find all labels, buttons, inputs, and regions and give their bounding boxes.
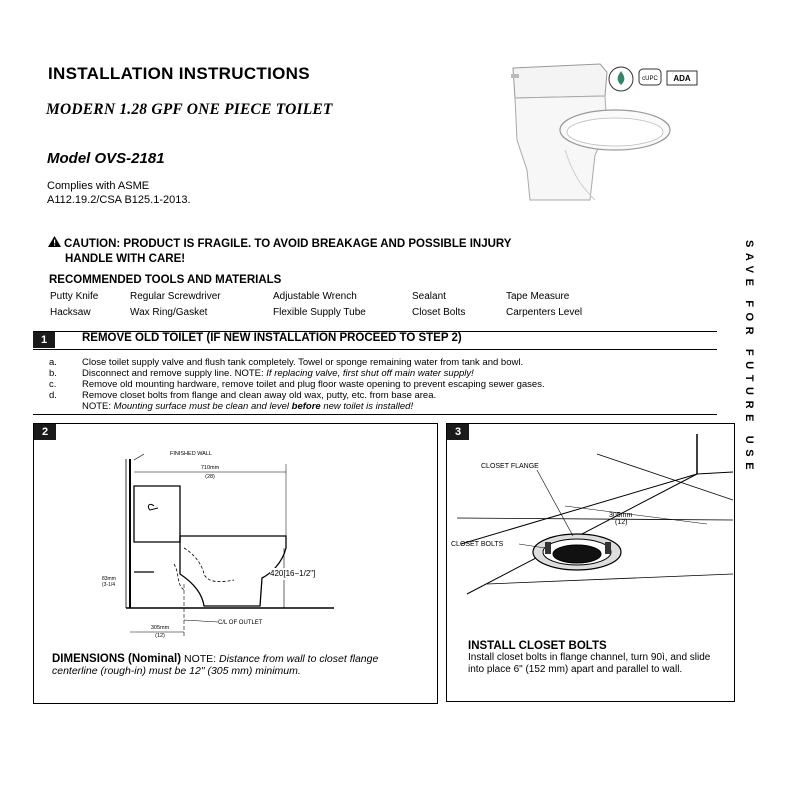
step-number-badge: 3	[447, 424, 469, 440]
tool-item: Sealant	[412, 291, 446, 302]
dimensions-diagram	[34, 424, 434, 654]
svg-text:(12): (12)	[155, 633, 165, 639]
tool-item: Carpenters Level	[506, 307, 583, 318]
svg-text:(28): (28)	[205, 474, 215, 480]
tool-item: Tape Measure	[506, 291, 570, 302]
tool-item: Flexible Supply Tube	[273, 307, 366, 318]
compliance-line-2: A112.19.2/CSA B125.1-2013.	[47, 194, 191, 206]
svg-text:cUPC: cUPC	[642, 76, 658, 82]
step1-item-text: Close toilet supply valve and flush tank completely. Towel or sponge remaining water from tank and bowl.	[82, 357, 524, 368]
tool-item: Wax Ring/Gasket	[130, 307, 208, 318]
step1-bottom-rule	[33, 414, 717, 415]
step1-item-letter: b.	[49, 368, 57, 379]
step-number-badge: 1	[33, 332, 55, 348]
install-bolts-text: Install closet bolts in flange channel, turn 90ì, and slide into place 6" (152 mm) apart and parallel to wall.	[468, 652, 711, 675]
step1-item-text: Remove old mounting hardware, remove toilet and plug floor waste opening to prevent escaping sewer gases.	[82, 379, 545, 390]
svg-text:420[16−1/2"]: 420[16−1/2"]	[270, 569, 316, 578]
step1-item-letter: a.	[49, 357, 57, 368]
step1-item-letter: d.	[49, 390, 57, 401]
compliance-line-1: Complies with ASME	[47, 180, 150, 192]
caution-notice	[48, 236, 708, 267]
step1-item-text: Remove closet bolts from flange and clean away old wax, putty, etc. from base area.	[82, 390, 437, 401]
page-title: INSTALLATION INSTRUCTIONS	[48, 64, 310, 83]
svg-text:710mm: 710mm	[200, 465, 220, 471]
svg-text:(12): (12)	[615, 519, 628, 526]
step1-divider	[33, 349, 717, 350]
tool-item: Regular Screwdriver	[130, 291, 221, 302]
product-subtitle: MODERN 1.28 GPF ONE PIECE TOILET	[46, 101, 333, 118]
step1-item-text: Disconnect and remove supply line. NOTE: If replacing valve, first shut off main water supply!	[82, 368, 474, 379]
tool-item: Hacksaw	[50, 307, 91, 318]
save-for-future-use-label: SAVE FOR FUTURE USE	[743, 240, 755, 476]
step1-note: NOTE: Mounting surface must be clean and level before new toilet is installed!	[82, 401, 414, 412]
caution-line-2: HANDLE WITH CARE!	[65, 253, 186, 265]
svg-text:ADA: ADA	[673, 74, 691, 83]
step1-item-letter: c.	[49, 379, 57, 390]
tool-item: Closet Bolts	[412, 307, 466, 318]
svg-text:C/L OF OUTLET: C/L OF OUTLET	[218, 620, 263, 626]
closet-flange-diagram	[447, 424, 733, 639]
warning-triangle-icon	[48, 236, 64, 252]
svg-text:83mm: 83mm	[102, 576, 116, 582]
dimensions-caption: DIMENSIONS (Nominal) NOTE: Distance from wall to closet flange centerline (rough-in) must be 12" (305 mm) minimum.	[52, 653, 379, 677]
svg-text:305mm: 305mm	[609, 512, 633, 519]
tools-heading: RECOMMENDED TOOLS AND MATERIALS	[49, 274, 282, 286]
svg-text:CLOSET BOLTS: CLOSET BOLTS	[451, 541, 504, 548]
install-bolts-heading: INSTALL CLOSET BOLTS	[468, 640, 607, 652]
svg-text:CLOSET FLANGE: CLOSET FLANGE	[481, 463, 539, 470]
step1-title: REMOVE OLD TOILET (IF NEW INSTALLATION PROCEED TO STEP 2)	[82, 332, 462, 344]
svg-text:(3-1/4: (3-1/4	[102, 582, 116, 588]
compliance-text	[47, 179, 287, 207]
svg-text:305mm: 305mm	[150, 625, 170, 631]
toilet-product-image	[505, 60, 675, 235]
tool-item: Putty Knife	[50, 291, 99, 302]
step-number-badge: 2	[34, 424, 56, 440]
svg-text:FINISHED WALL: FINISHED WALL	[170, 451, 212, 457]
caution-line-1: CAUTION: PRODUCT IS FRAGILE. TO AVOID BREAKAGE AND POSSIBLE INJURY	[64, 238, 512, 250]
tool-item: Adjustable Wrench	[273, 291, 357, 302]
model-number: Model OVS-2181	[47, 150, 165, 167]
